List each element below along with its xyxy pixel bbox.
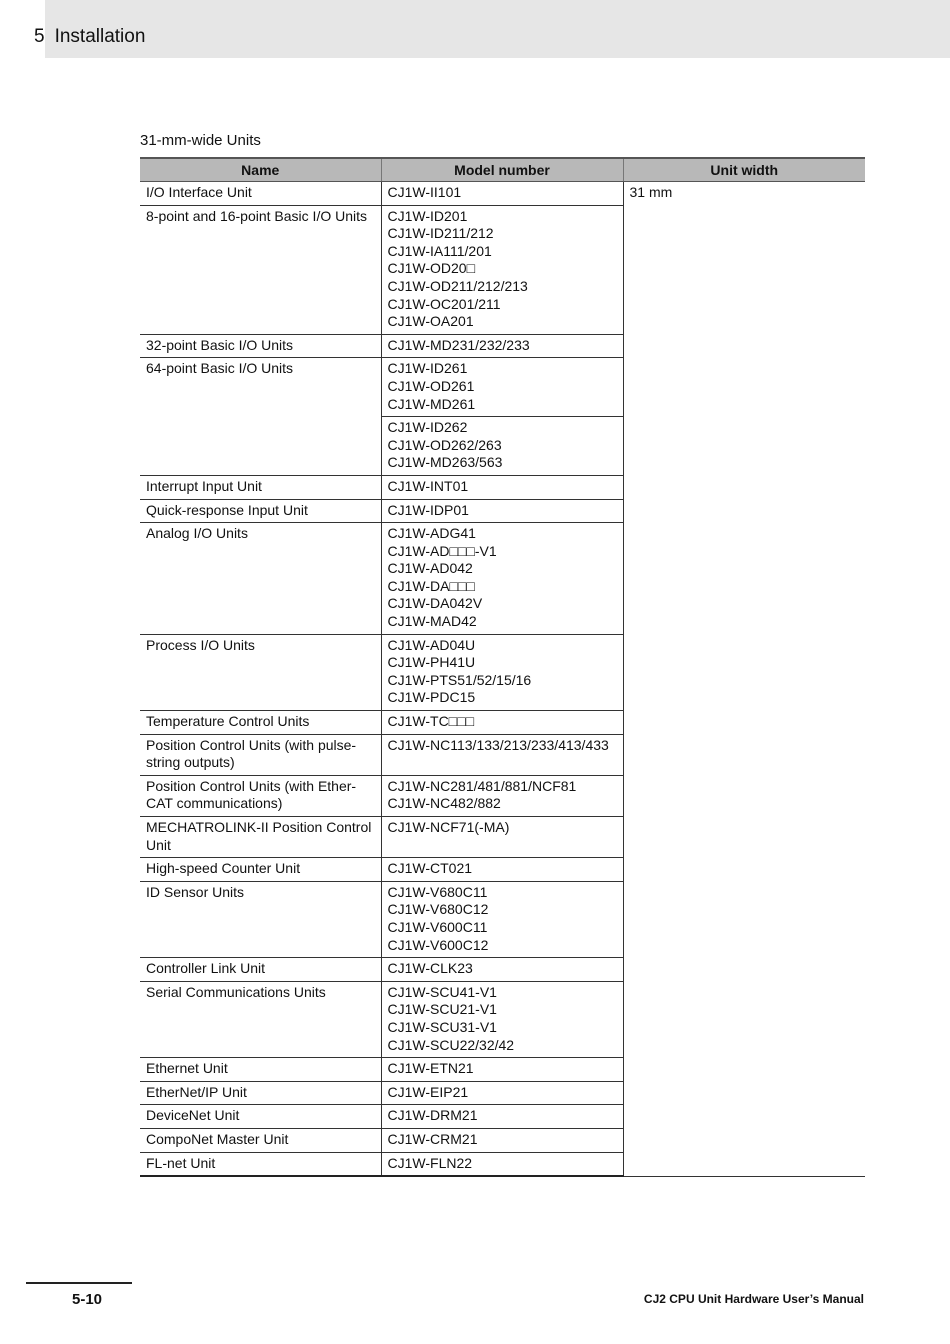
column-header-name: Name — [140, 158, 381, 182]
unit-name-cell: Interrupt Input Unit — [140, 475, 381, 499]
model-number: CJ1W-PH41U — [387, 654, 476, 671]
model-number: CJ1W-FLN22 — [387, 1154, 473, 1171]
unit-name-cell: I/O Interface Unit — [140, 182, 381, 206]
unit-name-cell: Analog I/O Units — [140, 523, 381, 635]
model-number: CJ1W-IDP01 — [387, 501, 469, 518]
model-number: CJ1W-II101 — [387, 184, 462, 200]
model-number: CJ1W-NC281/481/881/NCF81 — [387, 777, 577, 794]
model-number: CJ1W-V600C11 — [387, 918, 488, 935]
unit-name-cell: EtherNet/IP Unit — [140, 1081, 381, 1105]
model-number: CJ1W-CLK23 — [387, 960, 473, 977]
model-number: CJ1W-ADG41 — [387, 525, 476, 542]
model-number-cell — [381, 417, 623, 476]
chapter-number: 5 — [34, 26, 45, 47]
model-number: CJ1W-ID261 — [387, 360, 468, 377]
unit-name-cell: FL-net Unit — [140, 1152, 381, 1176]
model-number: CJ1W-MD231/232/233 — [387, 336, 530, 353]
unit-name-cell: Serial Communications Units — [140, 981, 381, 1057]
model-number: CJ1W-NC482/882 — [387, 795, 501, 812]
model-number-cell — [381, 858, 623, 882]
model-number-cell — [381, 358, 623, 417]
model-number: CJ1W-OD20□ — [387, 260, 476, 277]
column-header-model: Model number — [381, 158, 623, 182]
model-number: CJ1W-V680C11 — [387, 883, 488, 900]
model-number: CJ1W-PDC15 — [387, 689, 476, 706]
model-number-cell — [381, 1105, 623, 1129]
table-header-row — [140, 158, 865, 182]
model-number: CJ1W-AD042 — [387, 560, 473, 577]
manual-title: CJ2 CPU Unit Hardware User’s Manual — [643, 1292, 864, 1306]
model-number: CJ1W-SCU41-V1 — [387, 983, 497, 1000]
model-number: CJ1W-V680C12 — [387, 901, 489, 918]
model-number: CJ1W-IA111/201 — [387, 242, 492, 259]
unit-name-cell: 32-point Basic I/O Units — [140, 334, 381, 358]
page-number: 5-10 — [72, 1291, 103, 1308]
model-number-cell — [381, 475, 623, 499]
unit-name-cell: Controller Link Unit — [140, 958, 381, 982]
column-header-width: Unit width — [623, 158, 865, 182]
model-number: CJ1W-NC113/133/213/233/413/433 — [387, 736, 609, 753]
model-number: CJ1W-AD□□□-V1 — [387, 542, 497, 559]
model-number-cell — [381, 775, 623, 816]
unit-name-cell: Position Control Units (with pulse-string outputs) — [140, 734, 381, 775]
unit-width-cell: 31 mm — [623, 182, 865, 1177]
model-number: CJ1W-SCU22/32/42 — [387, 1036, 515, 1053]
model-number-cell — [381, 881, 623, 957]
model-number-cell — [381, 958, 623, 982]
unit-name-cell: Temperature Control Units — [140, 711, 381, 735]
model-number-cell — [381, 711, 623, 735]
model-number-cell — [381, 334, 623, 358]
model-number: CJ1W-TC□□□ — [387, 713, 475, 730]
chapter-title: Installation — [54, 26, 146, 47]
model-number-cell — [381, 205, 623, 334]
units-table — [140, 157, 865, 1177]
model-number: CJ1W-ETN21 — [387, 1060, 474, 1077]
unit-name-cell: 64-point Basic I/O Units — [140, 358, 381, 476]
model-number: CJ1W-V600C12 — [387, 936, 489, 953]
unit-name-cell: ID Sensor Units — [140, 881, 381, 957]
unit-name-cell: Position Control Units (with Ether-CAT communications) — [140, 775, 381, 816]
model-number-cell — [381, 634, 623, 710]
section-title: 31-mm-wide Units — [140, 132, 261, 149]
model-number: CJ1W-MAD42 — [387, 613, 477, 630]
model-number: CJ1W-CRM21 — [387, 1130, 478, 1147]
model-number-cell — [381, 182, 623, 206]
model-number-cell — [381, 499, 623, 523]
unit-name-cell: 8-point and 16-point Basic I/O Units — [140, 205, 381, 334]
model-number: CJ1W-ID201 — [387, 207, 468, 224]
model-number: CJ1W-ID211/212 — [387, 225, 494, 242]
model-number: CJ1W-DRM21 — [387, 1107, 478, 1124]
model-number-cell — [381, 1081, 623, 1105]
model-number-cell — [381, 734, 623, 775]
model-number: CJ1W-AD04U — [387, 636, 476, 653]
model-number: CJ1W-MD261 — [387, 395, 476, 412]
model-number: CJ1W-OC201/211 — [387, 295, 501, 312]
model-number-cell — [381, 1152, 623, 1176]
model-number-cell — [381, 1128, 623, 1152]
model-number-cell — [381, 523, 623, 635]
unit-name-cell: MECHATROLINK-II Position Control Unit — [140, 817, 381, 858]
model-number: CJ1W-INT01 — [387, 477, 469, 494]
model-number: CJ1W-SCU31-V1 — [387, 1018, 497, 1035]
header-band — [45, 0, 950, 58]
table-row — [140, 182, 865, 206]
unit-name-cell: High-speed Counter Unit — [140, 858, 381, 882]
model-number: CJ1W-OD262/263 — [387, 436, 502, 453]
unit-name-cell: CompoNet Master Unit — [140, 1128, 381, 1152]
model-number: CJ1W-OD211/212/213 — [387, 277, 528, 294]
unit-name-cell: Quick-response Input Unit — [140, 499, 381, 523]
table-body — [140, 182, 865, 1177]
model-number: CJ1W-CT021 — [387, 860, 473, 877]
unit-name-cell: Ethernet Unit — [140, 1058, 381, 1082]
model-number: CJ1W-NCF71(-MA) — [387, 819, 510, 835]
model-number: CJ1W-OD261 — [387, 377, 475, 394]
model-number: CJ1W-EIP21 — [387, 1083, 469, 1100]
model-number-cell — [381, 981, 623, 1057]
model-number: CJ1W-MD263/563 — [387, 454, 503, 471]
model-number: CJ1W-OA201 — [387, 313, 474, 330]
model-number: CJ1W-DA□□□ — [387, 577, 475, 594]
unit-name-cell: Process I/O Units — [140, 634, 381, 710]
footer-rule — [26, 1282, 132, 1284]
model-number-cell — [381, 1058, 623, 1082]
model-number: CJ1W-PTS51/52/15/16 — [387, 671, 532, 688]
model-number: CJ1W-SCU21-V1 — [387, 1001, 497, 1018]
model-number: CJ1W-ID262 — [387, 419, 468, 436]
model-number-cell — [381, 817, 623, 858]
chapter-heading — [34, 26, 145, 48]
unit-name-cell: DeviceNet Unit — [140, 1105, 381, 1129]
model-number: CJ1W-DA042V — [387, 595, 483, 612]
